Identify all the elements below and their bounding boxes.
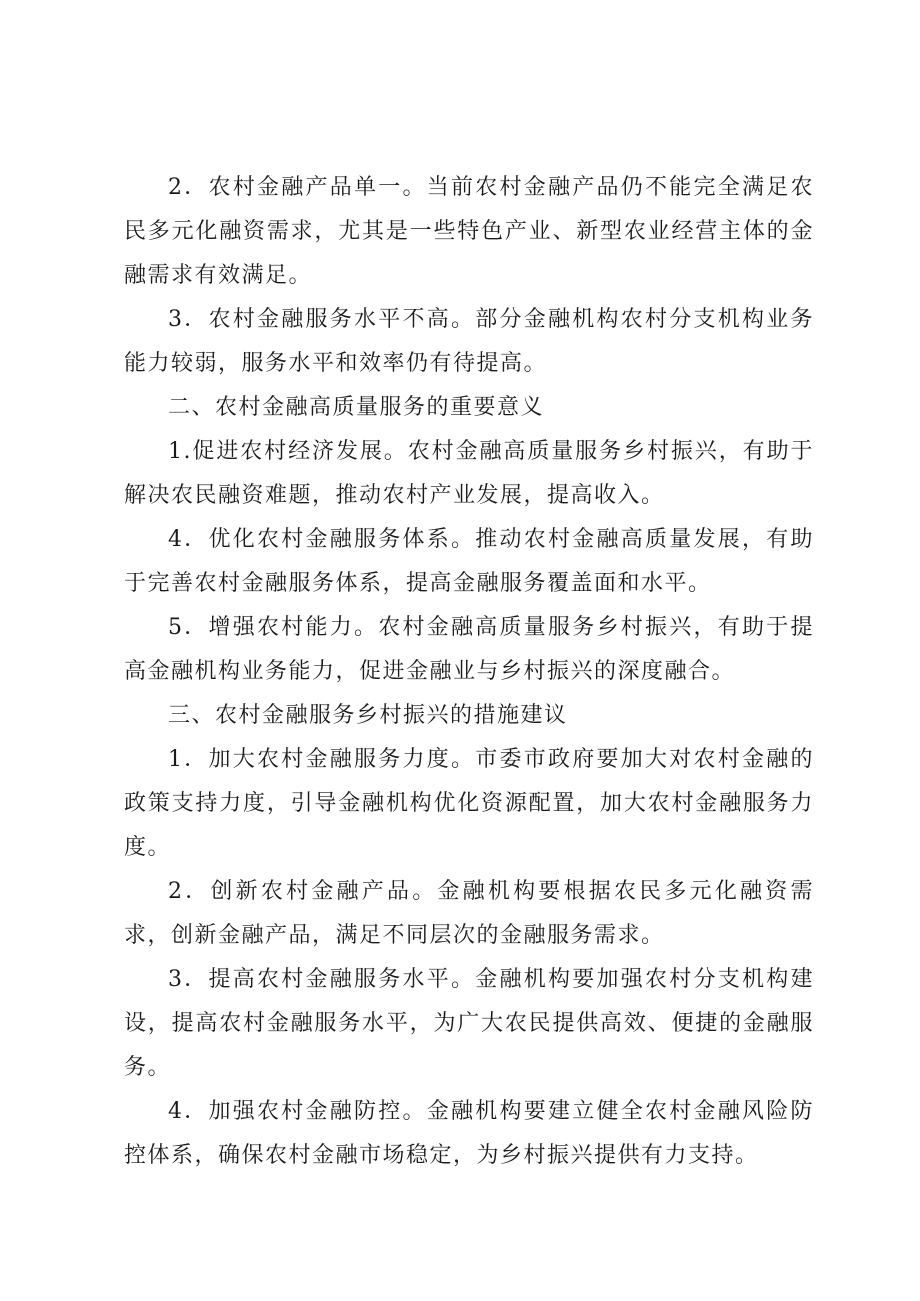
paragraph-enhance-capacity: 5．增强农村能力。农村金融高质量服务乡村振兴，有助于提高金融机构业务能力，促进金融业与乡村振兴的深度融合。 <box>124 615 814 684</box>
paragraph-economic-development: 1.促进农村经济发展。农村金融高质量服务乡村振兴，有助于解决农民融资难题，推动农村产业发展，提高收入。 <box>124 439 814 508</box>
section-heading-significance: 二、农村金融高质量服务的重要意义 <box>168 395 545 420</box>
paragraph-improve-service: 3．提高农村金融服务水平。金融机构要加强农村分支机构建设，提高农村金融服务水平，为广大农民提供高效、便捷的金融服务。 <box>124 967 814 1080</box>
paragraph-service-level: 3．农村金融服务水平不高。部分金融机构农村分支机构业务能力较弱，服务水平和效率仍有待提高。 <box>124 307 814 376</box>
paragraph-optimize-system: 4．优化农村金融服务体系。推动农村金融高质量发展，有助于完善农村金融服务体系，提高金融服务覆盖面和水平。 <box>124 527 814 596</box>
paragraph-risk-control: 4．加强农村金融防控。金融机构要建立健全农村金融风险防控体系，确保农村金融市场稳定，为乡村振兴提供有力支持。 <box>124 1099 814 1168</box>
document-body <box>124 166 814 1178</box>
paragraph-increase-support: 1．加大农村金融服务力度。市委市政府要加大对农村金融的政策支持力度，引导金融机构优化资源配置，加大农村金融服务力度。 <box>124 747 814 860</box>
paragraph-innovate-products: 2．创新农村金融产品。金融机构要根据农民多元化融资需求，创新金融产品，满足不同层次的金融服务需求。 <box>124 879 814 948</box>
section-heading-measures: 三、农村金融服务乡村振兴的措施建议 <box>168 703 568 728</box>
paragraph-product-single: 2．农村金融产品单一。当前农村金融产品仍不能完全满足农民多元化融资需求，尤其是一些特色产业、新型农业经营主体的金融需求有效满足。 <box>124 175 814 288</box>
